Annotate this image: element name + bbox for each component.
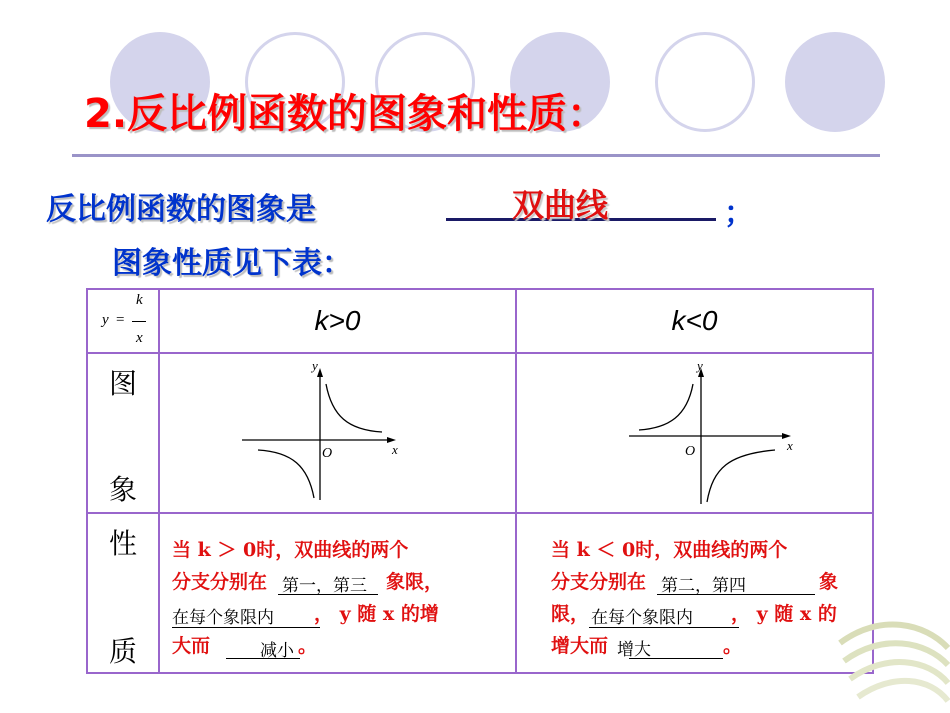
formula-y: y xyxy=(102,312,109,328)
formula-eq: = xyxy=(116,312,125,328)
header-k-negative-text: k<0 xyxy=(671,305,718,336)
neg-prop-line-3: ， y 随 x 的 xyxy=(731,603,837,625)
pos-prop-line-2: 分支分别在 xyxy=(172,571,268,593)
hyperbola-negative-graph xyxy=(517,354,893,512)
decor-swoosh xyxy=(830,603,950,713)
neg-prop-line-2: 分支分别在 xyxy=(551,571,647,593)
formula-bar xyxy=(132,321,146,322)
header-k-positive xyxy=(159,289,516,353)
neg-fill-quadrant: 第二，第四 xyxy=(661,576,746,596)
pos-prop-line-2-end: 象限， xyxy=(386,571,444,593)
neg-prop-line-2-end: 象 xyxy=(819,571,839,593)
intro-line-2: 图象性质见下表： xyxy=(112,246,352,281)
formula-k: k xyxy=(136,292,143,308)
neg-fill-trend: 增大 xyxy=(617,640,651,660)
neg-prop-line-1: 当 k ＜ 0时，双曲线的两个 xyxy=(551,539,788,561)
decor-circle-5 xyxy=(655,32,755,132)
pos-prop-line-4: 大而 xyxy=(172,635,211,657)
intro-line-1: 反比例函数的图象是 xyxy=(46,192,316,227)
graph-char-2: 象 xyxy=(108,473,137,506)
neg-prop-line-4: 增大而 xyxy=(551,635,609,657)
decor-circle-6 xyxy=(785,32,885,132)
graph-pos-origin-label: O xyxy=(322,446,333,461)
answer-hyperbola: 双曲线 xyxy=(512,186,609,224)
graph-pos-x-label: x xyxy=(392,442,398,457)
property-k-positive-cell xyxy=(159,513,516,673)
graph-neg-y-label: y xyxy=(697,358,703,373)
title-text: 反比例函数的图象和性质： xyxy=(127,91,608,137)
formula-cell xyxy=(87,289,159,353)
hyperbola-positive-graph xyxy=(160,354,496,512)
pos-prop-line-4-end: 。 xyxy=(298,635,318,657)
graph-char-1: 图 xyxy=(108,367,137,400)
pos-prop-line-3: ， y 随 x 的增 xyxy=(314,603,439,625)
slide-title xyxy=(84,82,607,139)
property-k-negative-cell xyxy=(516,513,873,673)
title-number: 2. xyxy=(84,91,128,137)
properties-table xyxy=(86,288,874,674)
property-char-1: 性 xyxy=(108,527,137,560)
property-char-2: 质 xyxy=(108,635,137,668)
property-row-label xyxy=(87,513,159,673)
pos-fill-quadrant: 第一，第三 xyxy=(282,576,367,596)
graph-pos-y-label: y xyxy=(312,358,318,373)
graph-k-negative-cell xyxy=(516,353,873,513)
neg-fill-within: 在每个象限内 xyxy=(591,608,693,628)
pos-prop-line-1: 当 k ＞ 0时，双曲线的两个 xyxy=(172,539,409,561)
formula-x: x xyxy=(136,330,143,346)
neg-prop-line-4-end: 。 xyxy=(723,635,743,657)
pos-fill-trend: 减小 xyxy=(260,641,294,661)
intro-semicolon: ； xyxy=(724,196,754,231)
neg-prop-line-3-start: 限， xyxy=(551,603,590,625)
graph-k-positive-cell xyxy=(159,353,516,513)
title-divider xyxy=(72,154,880,157)
graph-neg-origin-label: O xyxy=(685,444,696,459)
pos-fill-within: 在每个象限内 xyxy=(172,608,274,628)
header-k-negative xyxy=(516,289,873,353)
graph-neg-x-label: x xyxy=(787,438,793,453)
header-k-positive-text: k>0 xyxy=(314,305,361,336)
graph-row-label xyxy=(87,353,159,513)
